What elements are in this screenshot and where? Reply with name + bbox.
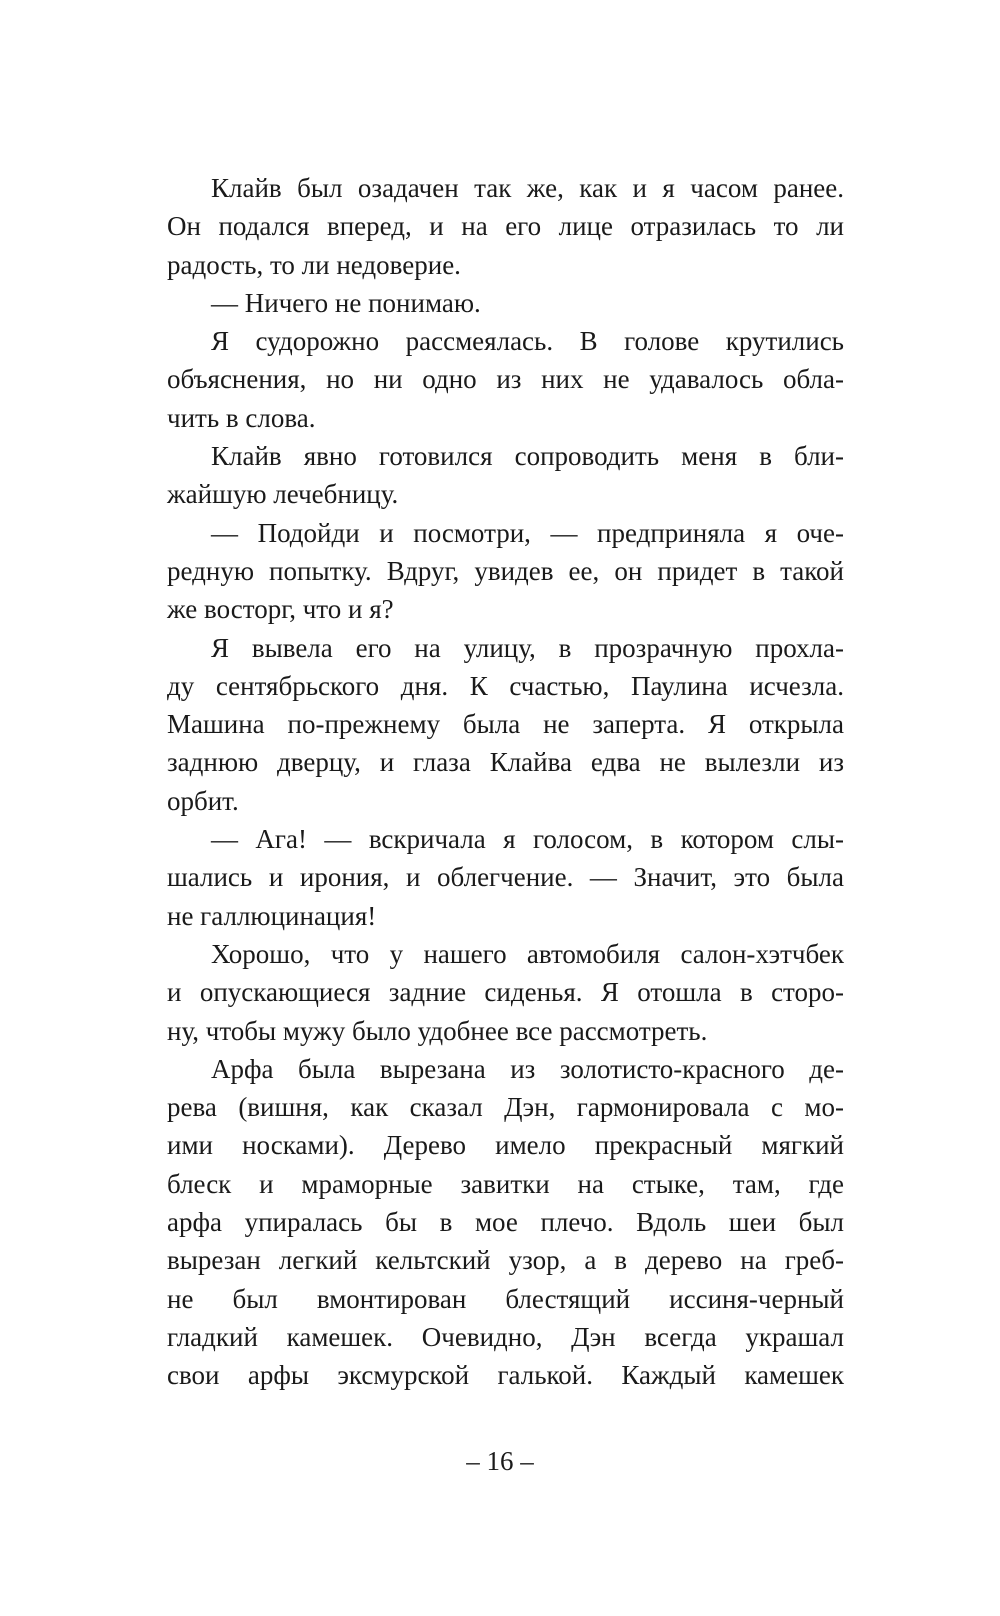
text-line: радость, то ли недоверие. bbox=[167, 249, 461, 280]
body-text bbox=[167, 169, 844, 1395]
text-line: и опускающиеся задние сиденья. Я отошла в сторо- bbox=[167, 977, 844, 1008]
text-line: гладкий камешек. Очевидно, Дэн всегда украшал bbox=[167, 1321, 844, 1352]
text-line: Он подался вперед, и на его лице отразилась то ли bbox=[167, 211, 844, 242]
text-line: Хорошо, что у нашего автомобиля салон-хэтчбек bbox=[211, 938, 844, 969]
text-line: свои арфы эксмурской галькой. Каждый камешек bbox=[167, 1360, 844, 1391]
text-line: заднюю дверцу, и глаза Клайва едва не вылезли из bbox=[167, 747, 844, 778]
text-line: — Ага! — вскричала я голосом, в котором слы- bbox=[211, 824, 844, 855]
page-number: – 16 – bbox=[466, 1446, 534, 1476]
text-line: ими носками). Дерево имело прекрасный мягкий bbox=[167, 1130, 844, 1161]
text-line: Клайв явно готовился сопроводить меня в бли- bbox=[211, 441, 844, 472]
text-line: не был вмонтирован блестящий иссиня-черный bbox=[167, 1283, 844, 1314]
text-line: Я судорожно рассмеялась. В голове крутились bbox=[211, 326, 844, 357]
text-line: арфа упиралась бы в мое плечо. Вдоль шеи был bbox=[167, 1207, 844, 1238]
text-line: Клайв был озадачен так же, как и я часом ранее. bbox=[211, 173, 844, 203]
text-line: вырезан легкий кельтский узор, а в дерево на греб- bbox=[167, 1245, 844, 1276]
text-line: — Подойди и посмотри, — предприняла я оче- bbox=[211, 517, 844, 548]
text-line: Арфа была вырезана из золотисто-красного де- bbox=[211, 1053, 844, 1084]
text-line: рева (вишня, как сказал Дэн, гармонировала с мо- bbox=[167, 1092, 844, 1123]
text-line: блеск и мраморные завитки на стыке, там, где bbox=[167, 1168, 844, 1199]
text-line: ду сентябрьского дня. К счастью, Паулина исчезла. bbox=[167, 670, 844, 701]
text-line: шались и ирония, и облегчение. — Значит, это была bbox=[167, 862, 844, 893]
text-line: жайшую лечебницу. bbox=[167, 479, 399, 510]
text-line: чить в слова. bbox=[167, 402, 316, 433]
text-line: же восторг, что и я? bbox=[167, 594, 394, 625]
text-line: — Ничего не понимаю. bbox=[211, 287, 481, 318]
text-line: Я вывела его на улицу, в прозрачную прохла- bbox=[211, 632, 844, 663]
text-line: объяснения, но ни одно из них не удавалось обла- bbox=[167, 364, 844, 395]
text-line: орбит. bbox=[167, 785, 239, 816]
text-line: Машина по-прежнему была не заперта. Я открыла bbox=[167, 709, 844, 740]
text-line: ну, чтобы мужу было удобнее все рассмотреть. bbox=[167, 1015, 708, 1046]
text-line: редную попытку. Вдруг, увидев ее, он придет в такой bbox=[167, 555, 844, 586]
text-line: не галлюцинация! bbox=[167, 900, 377, 931]
